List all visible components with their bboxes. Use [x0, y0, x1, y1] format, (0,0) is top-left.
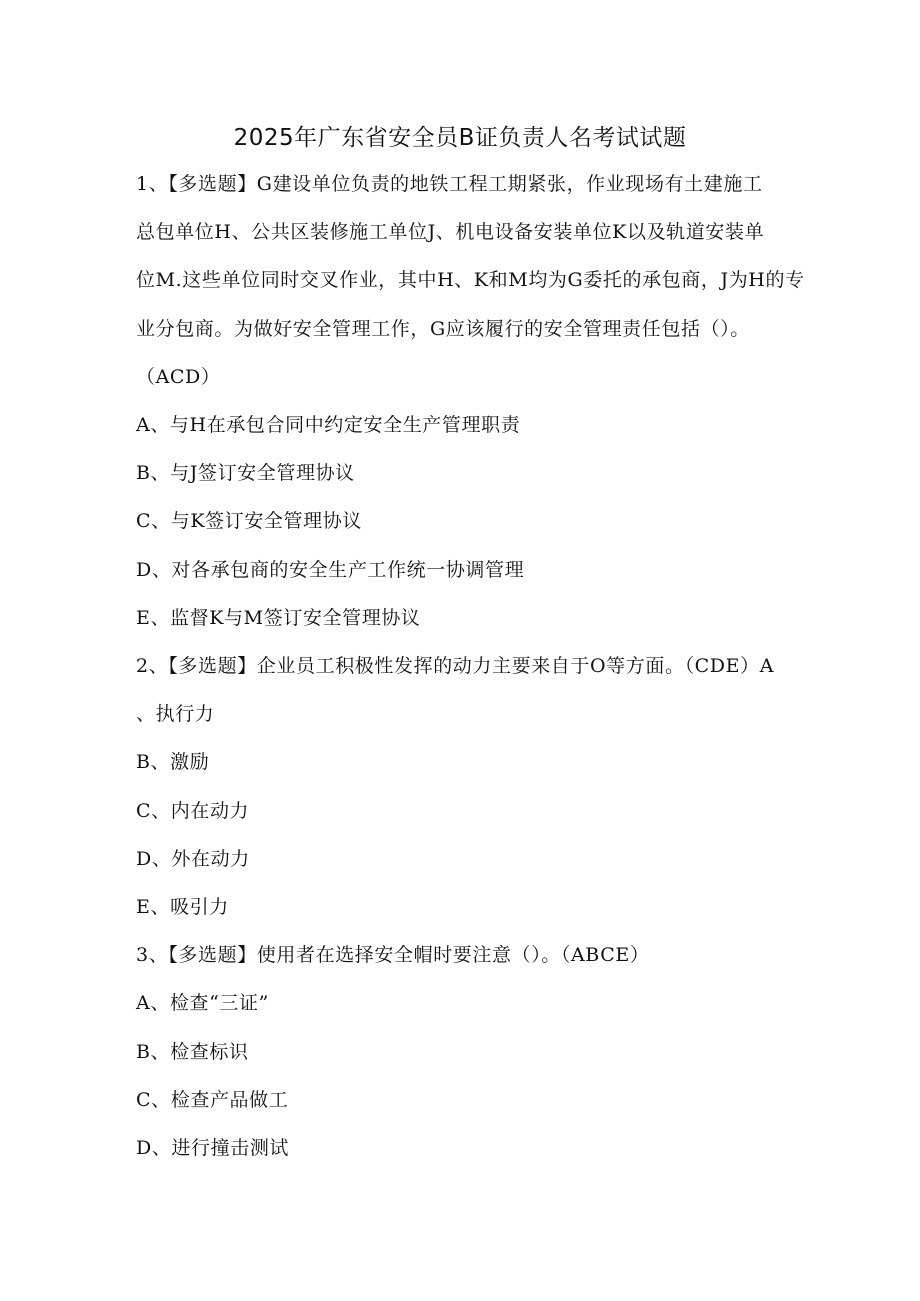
question-1-option-a: A、与H在承包合同中约定安全生产管理职责 [136, 414, 521, 436]
question-3-option-c: C、检查产品做工 [136, 1089, 289, 1111]
question-1-line-3: 位M.这些单位同时交叉作业，其中H、K和M均为G委托的承包商，J为H的专 [136, 269, 805, 291]
question-1-line-4: 业分包商。为做好安全管理工作，G应该履行的安全管理责任包括（）。 [136, 318, 750, 340]
question-3-option-d: D、进行撞击测试 [136, 1137, 290, 1159]
question-2-option-b: B、激励 [136, 751, 210, 773]
question-1-answer: （ACD） [136, 366, 221, 388]
question-1-option-b: B、与J签订安全管理协议 [136, 462, 355, 484]
question-2-option-e: E、吸引力 [136, 896, 229, 918]
question-2-option-d: D、外在动力 [136, 848, 250, 870]
question-3-option-a: A、检查“三证” [136, 992, 269, 1014]
question-1-option-c: C、与K签订安全管理协议 [136, 510, 362, 532]
question-2-line-2: 、执行力 [136, 703, 215, 725]
document-title: 2025年广东省安全员B证负责人名考试试题 [233, 125, 687, 151]
question-1-option-d: D、对各承包商的安全生产工作统一协调管理 [136, 559, 525, 581]
question-1-line-1: 1、【多选题】G建设单位负责的地铁工程工期紧张，作业现场有土建施工 [136, 173, 763, 195]
question-2-line-1: 2、【多选题】企业员工积极性发挥的动力主要来自于O等方面。（CDE）A [136, 655, 775, 677]
question-1-option-e: E、监督K与M签订安全管理协议 [136, 607, 421, 629]
question-1-line-2: 总包单位H、公共区装修施工单位J、机电设备安装单位K以及轨道安装单 [136, 221, 765, 243]
question-3-line-1: 3、【多选题】使用者在选择安全帽时要注意（）。（ABCE） [136, 944, 650, 966]
question-2-option-c: C、内在动力 [136, 800, 250, 822]
question-3-option-b: B、检查标识 [136, 1041, 249, 1063]
